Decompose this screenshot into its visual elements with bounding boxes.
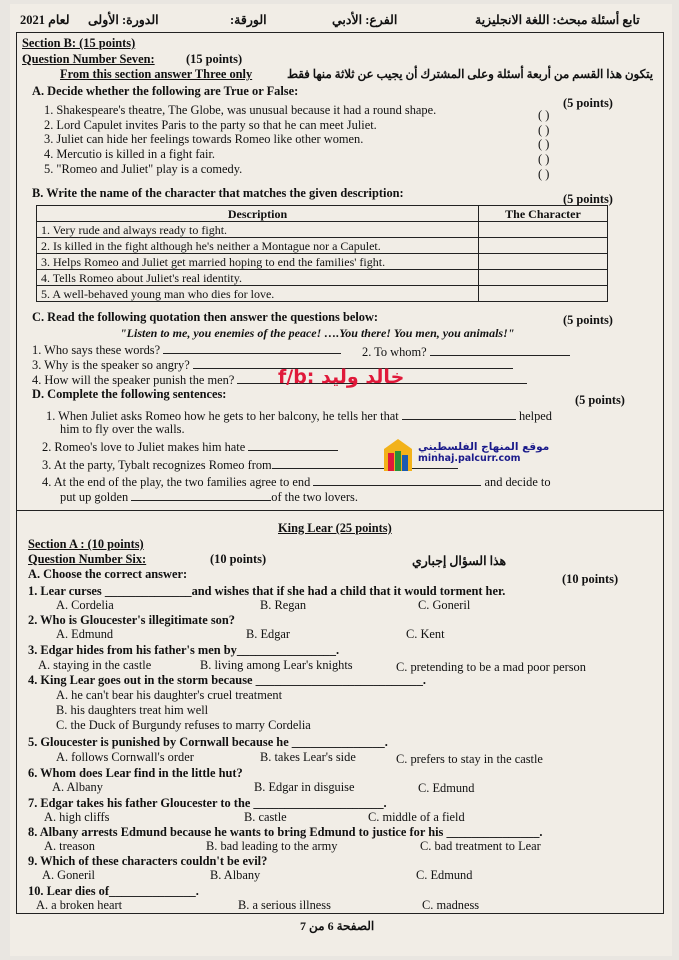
mcq-question-1: 1. Lear curses ______________and wishes that if she had a child that it would torment her.: [28, 584, 506, 598]
mcq-option-c[interactable]: C. pretending to be a mad poor person: [396, 660, 586, 674]
mcq-option-b[interactable]: B. Edgar: [246, 627, 291, 641]
part-a-points: (5 points): [563, 96, 613, 110]
header-subject: تابع أسئلة مبحث: اللغة الانجليزية: [475, 13, 640, 27]
header-session: الدورة: الأولى: [88, 13, 159, 27]
part-c-points: (5 points): [563, 313, 613, 327]
mcq-option-b[interactable]: B. castle: [244, 810, 287, 824]
part-c-title: C. Read the following quotation then answer the questions below:: [32, 310, 379, 324]
table-row: 5. A well-behaved young man who dies for love.: [37, 286, 608, 302]
tf-item-4: 4. Mercutio is killed in a fight fair.: [44, 147, 216, 161]
col-description: Description: [37, 206, 479, 222]
mcq-question-3: 3. Edgar hides from his father's men by________________.: [28, 643, 340, 657]
tf-item-5: 5. "Romeo and Juliet" play is a comedy.: [44, 162, 243, 176]
character-answer-cell[interactable]: [479, 222, 608, 238]
mcq-question-5: 5. Gloucester is punished by Cornwall because he _______________.: [28, 735, 388, 749]
palcurr-logo-icon: [380, 435, 416, 475]
tf-item-3: 3. Juliet can hide her feelings towards Romeo like other women.: [44, 132, 364, 146]
mcq-option-a[interactable]: A. he can't bear his daughter's cruel treatment: [56, 688, 283, 702]
part-b-title: B. Write the name of the character that matches the given description:: [32, 186, 404, 200]
d-sentence-1: 1. When Juliet asks Romeo how he gets to her balcony, he tells her that helped: [46, 409, 552, 423]
mcq-option-a[interactable]: A. treason: [44, 839, 95, 853]
d-sentence-3: 3. At the party, Tybalt recognizes Romeo from: [42, 457, 458, 472]
question-six-title: Question Number Six:: [28, 552, 147, 566]
quotation: "Listen to me, you enemies of the peace! ….You there! You men, you animals!": [120, 326, 515, 340]
page-number: الصفحة 6 من 7: [300, 919, 375, 933]
mcq-option-b[interactable]: B. Regan: [260, 598, 307, 612]
tf-answer-3[interactable]: ( ): [538, 137, 550, 151]
mcq-option-a[interactable]: A. Albany: [52, 780, 103, 794]
mcq-option-b[interactable]: B. bad leading to the army: [206, 839, 338, 853]
answer-blank[interactable]: [313, 474, 481, 486]
section-divider: [17, 510, 663, 511]
table-row: 2. Is killed in the fight although he's neither a Montague nor a Capulet.: [37, 238, 608, 254]
mcq-option-b[interactable]: B. his daughters treat him well: [56, 703, 209, 717]
tf-answer-1[interactable]: ( ): [538, 108, 550, 122]
table-row: 4. Tells Romeo about Juliet's real identity.: [37, 270, 608, 286]
part-d-points: (5 points): [575, 393, 625, 407]
mcq-option-c[interactable]: C. Goneril: [418, 598, 471, 612]
mcq-option-a[interactable]: A. Goneril: [42, 868, 95, 882]
mcq-question-7: 7. Edgar takes his father Gloucester to the _____________________.: [28, 796, 387, 810]
mandatory-note: هذا السؤال إجباري: [412, 554, 507, 568]
question-seven-points: (15 points): [186, 52, 243, 66]
table-row: 1. Very rude and always ready to fight.: [37, 222, 608, 238]
mcq-option-a[interactable]: A. high cliffs: [44, 810, 110, 824]
header-branch: الفرع: الأدبي: [332, 13, 398, 27]
part-a-title: A. Decide whether the following are True or False:: [32, 84, 299, 98]
header-year: لعام 2021: [20, 13, 70, 27]
mcq-option-a[interactable]: A. a broken heart: [36, 898, 123, 912]
question-six-points: (10 points): [210, 552, 267, 566]
mcq-option-b[interactable]: B. living among Lear's knights: [200, 658, 353, 672]
page-header: [20, 12, 664, 32]
exam-page: [10, 4, 672, 956]
mcq-option-a[interactable]: A. Edmund: [56, 627, 114, 641]
mcq-question-8: 8. Albany arrests Edmund because he wants to bring Edmund to justice for his _______________.: [28, 825, 543, 839]
mcq-option-a[interactable]: A. Cordelia: [56, 598, 114, 612]
d-sentence-4-cont: put up golden of the two lovers.: [60, 490, 358, 504]
mcq-option-b[interactable]: B. Edgar in disguise: [254, 780, 355, 794]
tf-answer-5[interactable]: ( ): [538, 167, 550, 181]
mcq-option-b[interactable]: B. takes Lear's side: [260, 750, 356, 764]
question-seven-title: Question Number Seven:: [22, 52, 155, 66]
choose-points: (10 points): [562, 572, 619, 586]
answer-blank[interactable]: [131, 489, 271, 501]
c-question-1: 1. Who says these words?: [32, 342, 341, 357]
character-answer-cell[interactable]: [479, 286, 608, 302]
d-sentence-2: 2. Romeo's love to Juliet makes him hate: [42, 439, 338, 454]
site-logo-text: موقع المنهاج الفلسطيني minhaj.palcurr.com: [418, 441, 550, 464]
choose-title: A. Choose the correct answer:: [28, 567, 188, 581]
header-paper: الورقة:: [230, 13, 267, 27]
mcq-option-a[interactable]: A. follows Cornwall's order: [56, 750, 194, 764]
c-question-2: 2. To whom?: [362, 344, 570, 359]
character-answer-cell[interactable]: [479, 270, 608, 286]
character-answer-cell[interactable]: [479, 238, 608, 254]
king-lear-title: King Lear (25 points): [278, 521, 392, 535]
answer-blank[interactable]: [163, 342, 341, 354]
part-d-title: D. Complete the following sentences:: [32, 387, 227, 401]
d-sentence-1-cont: him to fly over the walls.: [60, 422, 185, 436]
mcq-option-c[interactable]: C. the Duck of Burgundy refuses to marry Cordelia: [56, 718, 311, 732]
part-b-points: (5 points): [563, 192, 613, 206]
section-instruction-en: From this section answer Three only: [60, 67, 253, 81]
section-b-title: Section B: (15 points): [22, 36, 136, 50]
tf-item-2: 2. Lord Capulet invites Paris to the party so that he can meet Juliet.: [44, 118, 377, 132]
answer-blank[interactable]: [402, 408, 516, 420]
mcq-option-c[interactable]: C. Kent: [406, 627, 445, 641]
character-table: [36, 205, 608, 302]
mcq-question-10: 10. Lear dies of______________.: [28, 884, 199, 898]
mcq-question-6: 6. Whom does Lear find in the little hut?: [28, 766, 243, 780]
mcq-option-a[interactable]: A. staying in the castle: [38, 658, 152, 672]
mcq-option-c[interactable]: C. madness: [422, 898, 480, 912]
mcq-option-c[interactable]: C. Edmund: [416, 868, 473, 882]
mcq-option-c[interactable]: C. prefers to stay in the castle: [396, 752, 543, 766]
section-a-title: Section A : (10 points): [28, 537, 144, 551]
section-instruction-ar: يتكون هذا القسم من أربعة أسئلة وعلى المشترك أن يجيب عن ثلاثة منها فقط: [287, 67, 654, 81]
tf-answer-2[interactable]: ( ): [538, 123, 550, 137]
answer-blank[interactable]: [248, 439, 338, 451]
mcq-option-c[interactable]: C. middle of a field: [368, 810, 465, 824]
mcq-option-b[interactable]: B. Albany: [210, 868, 261, 882]
c-question-4: 4. How will the speaker punish the men?: [32, 372, 527, 387]
mcq-question-9: 9. Which of these characters couldn't be evil?: [28, 854, 268, 868]
tf-item-1: 1. Shakespeare's theatre, The Globe, was unusual because it had a round shape.: [44, 103, 437, 117]
mcq-question-2: 2. Who is Gloucester's illegitimate son?: [28, 613, 235, 627]
d-sentence-4: 4. At the end of the play, the two families agree to end and decide to: [42, 475, 551, 489]
facebook-watermark: f/b: خالد وليد: [278, 366, 405, 388]
mcq-option-c[interactable]: C. bad treatment to Lear: [420, 839, 541, 853]
col-character: The Character: [479, 206, 608, 222]
table-row: 3. Helps Romeo and Juliet get married hoping to end the families' fight.: [37, 254, 608, 270]
character-answer-cell[interactable]: [479, 254, 608, 270]
answer-blank[interactable]: [430, 344, 570, 356]
tf-answer-4[interactable]: ( ): [538, 152, 550, 166]
mcq-option-c[interactable]: C. Edmund: [418, 781, 475, 795]
mcq-question-4: 4. King Lear goes out in the storm because ___________________________.: [28, 673, 426, 687]
c-question-3: 3. Why is the speaker so angry?: [32, 357, 513, 372]
mcq-option-b[interactable]: B. a serious illness: [238, 898, 331, 912]
